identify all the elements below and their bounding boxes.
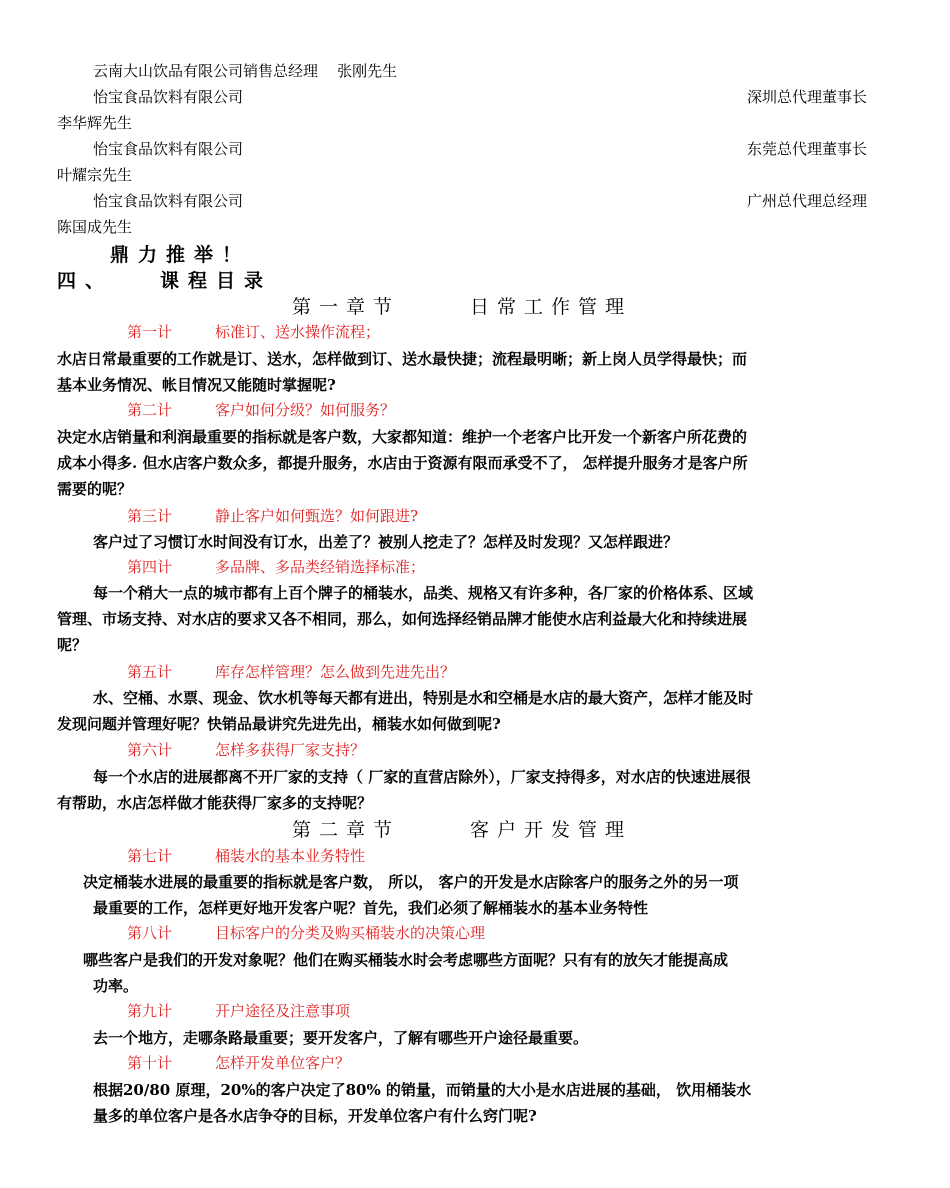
lesson-number: 第七计 <box>127 847 173 865</box>
lesson-body <box>57 685 867 737</box>
lesson-title: 静止客户如何甄选？如何跟进? <box>215 507 419 525</box>
body-line: 最重要的工作，怎样更好地开发客户呢？首先，我们必须了解桶装水的基本业务特性 <box>93 899 649 917</box>
body-line: 每一个稍大一点的城市都有上百个牌子的桶装水，品类、规格又有许多种，各厂家的价格体系、区域 <box>93 584 754 602</box>
lesson-title: 开户途径及注意事项 <box>215 1002 351 1020</box>
body-line: 呢？ <box>57 636 88 654</box>
lesson-title: 标准订、送水操作流程； <box>215 323 381 341</box>
lesson-body <box>57 346 867 398</box>
lesson-body <box>57 764 867 816</box>
lesson-number: 第五计 <box>127 663 173 681</box>
lesson-heading <box>127 504 418 528</box>
chapter-heading-1 <box>57 293 867 321</box>
lesson-heading <box>127 921 485 945</box>
lesson-body <box>57 529 867 555</box>
chapter-number: 第二章节 <box>291 819 400 841</box>
body-line: 有帮助，水店怎样做才能获得厂家多的支持呢？ <box>57 794 373 812</box>
lesson-number: 第一计 <box>127 323 173 341</box>
chapter-title: 日常工作管理 <box>470 296 633 318</box>
lesson-body <box>57 580 867 658</box>
body-line: 哪些客户是我们的开发对象呢？他们在购买桶装水时会考虑哪些方面呢？只有有的放矢才能提高成 <box>83 951 729 969</box>
lesson-heading <box>127 660 455 684</box>
chapter-number: 第一章节 <box>291 296 400 318</box>
section-title: 课程目录 <box>160 270 273 292</box>
body-line: 决定水店销量和利润最重要的指标就是客户数，大家都知道：维护一个老客户比开发一个新客户所花费的 <box>57 428 748 446</box>
chapter-title: 客户开发管理 <box>470 819 633 841</box>
endorser-company: 怡宝食品饮料有限公司 <box>93 192 244 210</box>
endorser-company: 云南大山饮品有限公司销售总经理 <box>93 62 319 80</box>
body-line: 决定桶装水进展的最重要的指标就是客户数， 所以， 客户的开发是水店除客户的服务之外的另一项 <box>83 873 739 891</box>
body-line: 去一个地方，走哪条路最重要；要开发客户，了解有哪些开户途径最重要。 <box>93 1029 589 1047</box>
lesson-title: 怎样开发单位客户？ <box>215 1054 351 1072</box>
endorser-title: 东莞总代理董事长 <box>746 140 867 158</box>
endorser-name: 叶耀宗先生 <box>57 166 133 184</box>
endorser-title: 广州总代理总经理 <box>746 192 867 210</box>
lesson-title: 怎样多获得厂家支持？ <box>215 741 366 759</box>
lesson-number: 第六计 <box>127 741 173 759</box>
endorser-title: 深圳总代理董事长 <box>746 88 867 106</box>
recommend-heading: 鼎力推举！ <box>110 244 251 266</box>
lesson-heading <box>127 398 395 422</box>
body-line: 成本小得多. 但水店客户数众多，都提升服务，水店由于资源有限而承受不了， 怎样提升服务才是客户所 <box>57 454 748 472</box>
lesson-body <box>57 869 867 921</box>
body-line: 每一个水店的进展都离不开厂家的支持（ 厂家的直营店除外），厂家支持得多，对水店的快速进展很 <box>93 768 751 786</box>
lesson-body <box>57 424 867 502</box>
body-line: 客户过了习惯订水时间没有订水，出差了？被别人挖走了？怎样及时发现？又怎样跟进？ <box>93 533 679 551</box>
lesson-heading <box>127 738 365 762</box>
body-line: 需要的呢？ <box>57 480 133 498</box>
lesson-title: 客户如何分级？如何服务？ <box>215 401 396 419</box>
body-line: 基本业务情况、帐目情况又能随时掌握呢? <box>57 376 336 394</box>
endorser-name: 陈国成先生 <box>57 218 133 236</box>
lesson-title: 多品牌、多品类经销选择标准； <box>215 558 426 576</box>
body-line: 管理、市场支持、对水店的要求又各不相同，那么，如何选择经销品牌才能使水店利益最大化和持续进展 <box>57 610 748 628</box>
lesson-heading <box>127 1051 350 1075</box>
body-line: 量多的单位客户是各水店争夺的目标，开发单位客户有什么窍门呢? <box>93 1107 537 1125</box>
body-line: 水店日常最重要的工作就是订、送水，怎样做到订、送水最快捷；流程最明晰；新上岗人员学得最快；而 <box>57 350 748 368</box>
lesson-number: 第二计 <box>127 401 173 419</box>
endorser-name: 张刚先生 <box>337 62 398 80</box>
lesson-body <box>57 1077 867 1129</box>
lesson-heading <box>127 999 350 1023</box>
chapter-heading-2 <box>57 816 867 844</box>
lesson-title: 桶装水的基本业务特性 <box>215 847 366 865</box>
endorser-line-2 <box>57 84 867 110</box>
body-line: 功率。 <box>93 977 139 995</box>
lesson-heading <box>127 844 365 868</box>
lesson-title: 库存怎样管理？怎么做到先进先出？ <box>215 663 456 681</box>
lesson-number: 第八计 <box>127 924 173 942</box>
endorser-company: 怡宝食品饮料有限公司 <box>93 140 244 158</box>
endorser-line-3 <box>57 136 867 162</box>
body-line: 发现问题并管理好呢？快销品最讲究先进先出，桶装水如何做到呢? <box>57 715 501 733</box>
lesson-number: 第三计 <box>127 507 173 525</box>
endorser-company: 怡宝食品饮料有限公司 <box>93 88 244 106</box>
endorser-line-1 <box>57 58 867 84</box>
section-number: 四、 <box>57 270 114 292</box>
lesson-title: 目标客户的分类及购买桶装水的决策心理 <box>215 924 486 942</box>
endorser-name: 李华辉先生 <box>57 114 133 132</box>
lesson-body <box>57 1025 867 1051</box>
lesson-body <box>57 947 867 999</box>
lesson-number: 第四计 <box>127 558 173 576</box>
lesson-heading <box>127 320 380 344</box>
body-line: 根据20/80 原理，20%的客户决定了80% 的销量，而销量的大小是水店进展的基础， 饮用桶装水 <box>93 1081 752 1099</box>
lesson-number: 第十计 <box>127 1054 173 1072</box>
lesson-number: 第九计 <box>127 1002 173 1020</box>
endorser-line-4 <box>57 188 867 214</box>
body-line: 水、空桶、水票、现金、饮水机等每天都有进出，特别是水和空桶是水店的最大资产，怎样才能及时 <box>93 689 754 707</box>
lesson-heading <box>127 555 425 579</box>
